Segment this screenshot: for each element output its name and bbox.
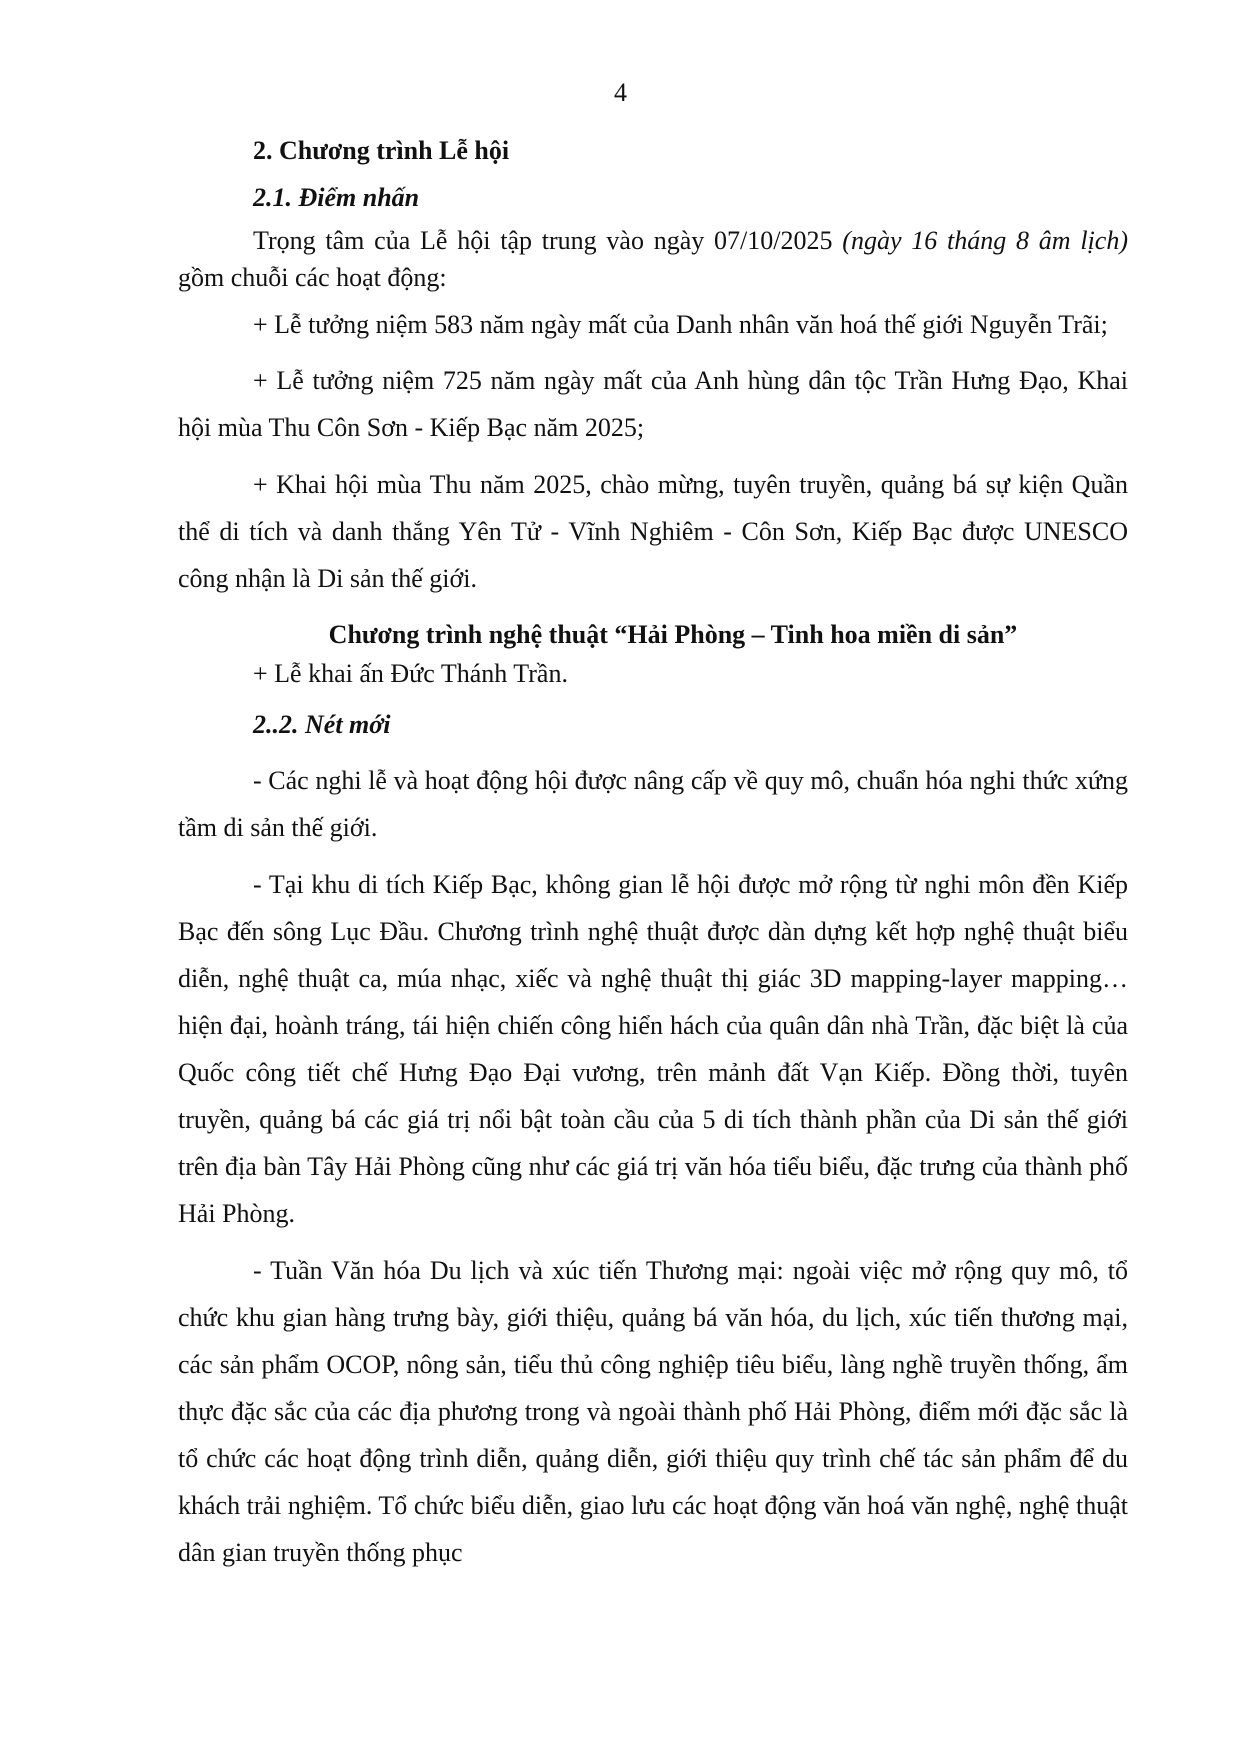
new-point-item: - Các nghi lễ và hoạt động hội được nâng cấp về quy mô, chuẩn hóa nghi thức xứng tầm di sản thế giới. — [178, 766, 1128, 842]
document-body — [178, 132, 1128, 1576]
intro-text-end: gồm chuỗi các hoạt động: — [178, 263, 447, 292]
ceremony-item: + Lễ khai ấn Đức Thánh Trần. — [253, 659, 568, 688]
intro-lunar-date: (ngày 16 tháng 8 âm lịch) — [842, 226, 1129, 255]
intro-text: Trọng tâm của Lễ hội tập trung vào ngày 07/10/2025 — [253, 226, 843, 255]
page-number: 4 — [614, 78, 627, 107]
highlight-item: + Lễ tưởng niệm 583 năm ngày mất của Danh nhân văn hoá thế giới Nguyễn Trãi; — [253, 310, 1108, 339]
new-point-item: - Tại khu di tích Kiếp Bạc, không gian lễ hội được mở rộng từ nghi môn đền Kiếp Bạc đến sông Lục Đầu. Chương trình nghệ thuật được dàn dựng kết hợp nghệ thuật biểu diễn, nghệ thuật ca, múa nhạc, xiếc và nghệ thuật thị giác 3D mapping-layer mapping… hiện đại, hoành tráng, tái hiện chiến công hiển hách của quân dân nhà Trần, đặc biệt là của Quốc công tiết chế Hưng Đạo Đại vương, trên mảnh đất Vạn Kiếp. Đồng thời, tuyên truyền, quảng bá các giá trị nổi bật toàn cầu của 5 di tích thành phần của Di sản thế giới trên địa bàn Tây Hải Phòng cũng như các giá trị văn hóa tiểu biểu, đặc trưng của thành phố Hải Phòng. — [178, 870, 1128, 1228]
sub-heading-new-features: 2..2. Nét mới — [253, 710, 391, 739]
intro-paragraph — [178, 222, 1128, 296]
art-program-title: Chương trình nghệ thuật “Hải Phòng – Tinh hoa miền di sản” — [328, 620, 1018, 649]
highlight-item: + Lễ tưởng niệm 725 năm ngày mất của Anh hùng dân tộc Trần Hưng Đạo, Khai hội mùa Thu Côn Sơn - Kiếp Bạc năm 2025; — [178, 366, 1128, 442]
highlight-item: + Khai hội mùa Thu năm 2025, chào mừng, tuyên truyền, quảng bá sự kiện Quần thể di tích và danh thắng Yên Tử - Vĩnh Nghiêm - Côn Sơn, Kiếp Bạc được UNESCO công nhận là Di sản thế giới. — [178, 470, 1128, 593]
new-point-item: - Tuần Văn hóa Du lịch và xúc tiến Thương mại: ngoài việc mở rộng quy mô, tổ chức khu gian hàng trưng bày, giới thiệu, quảng bá văn hóa, du lịch, xúc tiến thương mại, các sản phẩm OCOP, nông sản, tiểu thủ công nghiệp tiêu biểu, làng nghề truyền thống, ẩm thực đặc sắc của các địa phương trong và ngoài thành phố Hải Phòng, điểm mới đặc sắc là tổ chức các hoạt động trình diễn, quảng diễn, giới thiệu quy trình chế tác sản phẩm để du khách trải nghiệm. Tổ chức biểu diễn, giao lưu các hoạt động văn hoá văn nghệ, nghệ thuật dân gian truyền thống phục — [178, 1256, 1128, 1567]
sub-heading-highlights: 2.1. Điểm nhấn — [253, 183, 420, 212]
section-heading: 2. Chương trình Lễ hội — [253, 136, 510, 165]
